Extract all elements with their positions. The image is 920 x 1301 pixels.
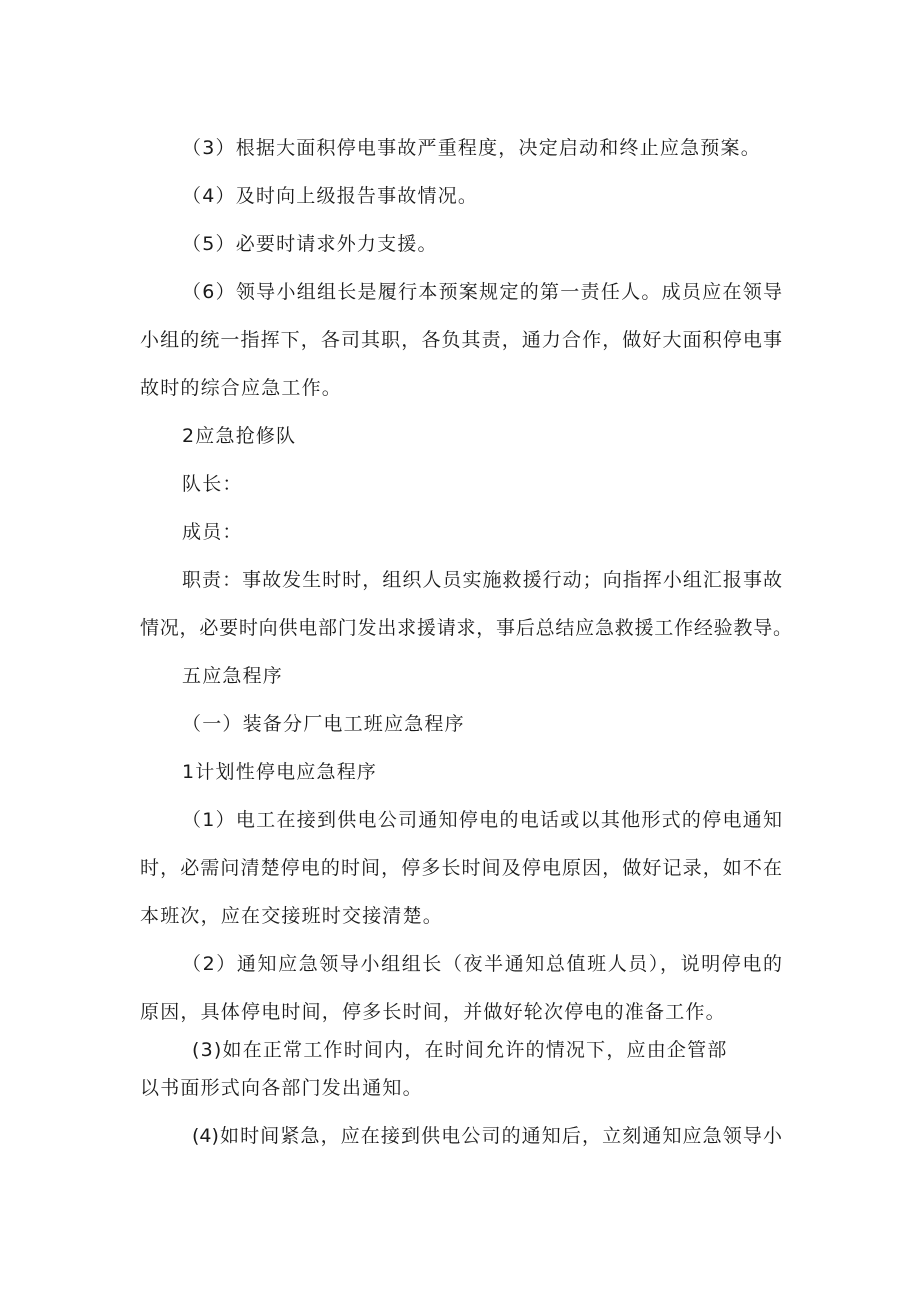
paragraph-item-4: （4）及时向上级报告事故情况。 xyxy=(182,185,479,207)
procedure-4-line-1: (4)如时间紧急，应在接到供电公司的通知后，立刻通知应急领导小 xyxy=(192,1125,782,1147)
procedure-3-line-1: (3)如在正常工作时间内，在时间允许的情况下，应由企管部 xyxy=(192,1039,728,1061)
duties-line-2: 情况，必要时向供电部门发出求援请求，事后总结应急救援工作经验教导。 xyxy=(140,617,792,639)
duties-line-1: 职责：事故发生时时，组织人员实施救援行动；向指挥小组汇报事故 xyxy=(182,569,782,591)
paragraph-item-6-line-2: 小组的统一指挥下，各司其职，各负其责，通力合作，做好大面积停电事 xyxy=(140,329,782,351)
procedure-1-line-1: （1）电工在接到供电公司通知停电的电话或以其他形式的停电通知 xyxy=(182,809,782,831)
section-heading-emergency-procedure: 五应急程序 xyxy=(182,665,284,687)
paragraph-item-3: （3）根据大面积停电事故严重程度，决定启动和终止应急预案。 xyxy=(182,137,761,159)
subsection-heading-electrician-team: （一）装备分厂电工班应急程序 xyxy=(182,713,465,735)
subsection-heading-planned-outage: 1计划性停电应急程序 xyxy=(182,761,378,783)
team-leader-label: 队长： xyxy=(182,473,243,495)
procedure-1-line-2: 时，必需问清楚停电的时间，停多长时间及停电原因，做好记录，如不在 xyxy=(140,857,782,879)
paragraph-item-6-line-1: （6）领导小组组长是履行本预案规定的第一责任人。成员应在领导 xyxy=(182,281,782,303)
section-heading-repair-team: 2应急抢修队 xyxy=(182,425,297,447)
procedure-2-line-2: 原因，具体停电时间，停多长时间，并做好轮次停电的准备工作。 xyxy=(140,1001,726,1023)
procedure-3-line-2: 以书面形式向各部门发出通知。 xyxy=(140,1077,423,1099)
team-members-label: 成员： xyxy=(182,521,243,543)
paragraph-item-5: （5）必要时请求外力支援。 xyxy=(182,233,438,255)
procedure-1-line-3: 本班次，应在交接班时交接清楚。 xyxy=(140,905,444,927)
paragraph-item-6-line-3: 故时的综合应急工作。 xyxy=(140,377,343,399)
procedure-2-line-1: （2）通知应急领导小组组长（夜半通知总值班人员），说明停电的 xyxy=(182,953,782,975)
